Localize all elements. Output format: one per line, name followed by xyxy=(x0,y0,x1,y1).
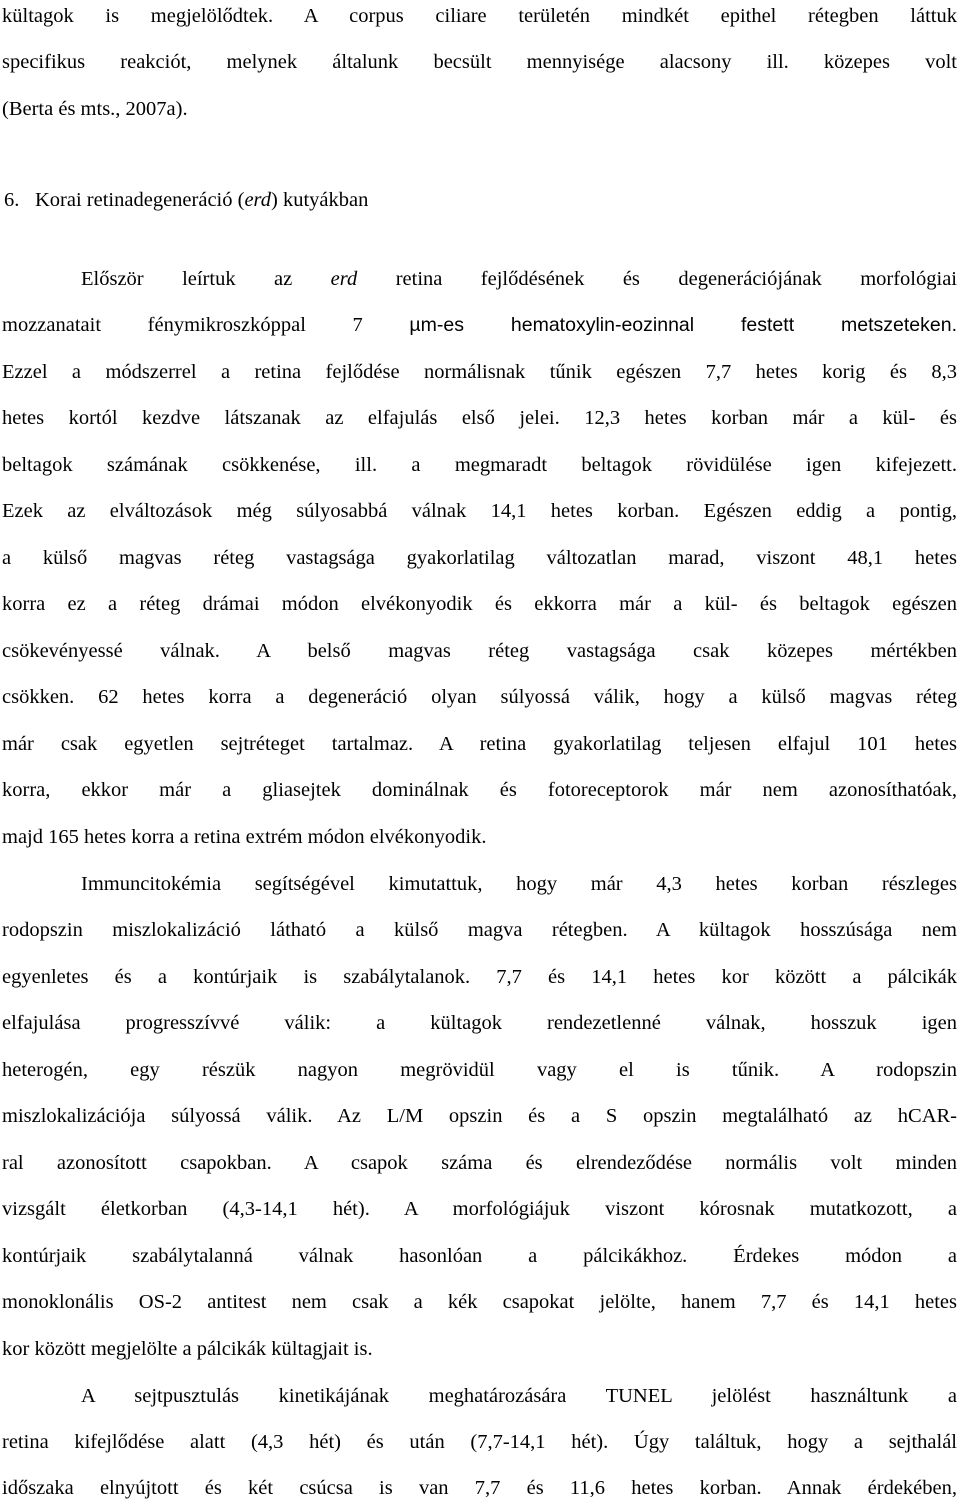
text-line: Ezek az elváltozások még súlyosabbá válnak 14,1 hetes korban. Egészen eddig a pontig, xyxy=(2,500,957,522)
text-line: monoklonális OS-2 antitest nem csak a kék csapokat jelölte, hanem 7,7 és 14,1 hetes xyxy=(2,1291,957,1313)
text-line: beltagok számának csökkenése, ill. a megmaradt beltagok rövidülése igen kifejezett. xyxy=(2,454,957,476)
text-line: egyenletes és a kontúrjaik is szabálytalanok. 7,7 és 14,1 hetes kor között a pálcikák xyxy=(2,966,957,988)
text-line: csökevényessé válnak. A belső magvas réteg vastagsága csak közepes mértékben xyxy=(2,640,957,662)
text-line: a külső magvas réteg vastagsága gyakorlatilag változatlan marad, viszont 48,1 hetes xyxy=(2,547,957,569)
section-number: 6. xyxy=(4,189,20,211)
text-line: elfajulása progresszívvé válik: a kültagok rendezetlenné válnak, hosszuk igen xyxy=(2,1012,957,1034)
text-line: Ezzel a módszerrel a retina fejlődése normálisnak tűnik egészen 7,7 hetes korig és 8,3 xyxy=(2,361,957,383)
text-line: rodopszin miszlokalizáció látható a külső magva rétegben. A kültagok hosszúsága nem xyxy=(2,919,957,941)
section-title: Korai retinadegeneráció (erd) kutyákban xyxy=(35,189,369,211)
text-line: miszlokalizációja súlyossá válik. Az L/M opszin és a S opszin megtalálható az hCAR- xyxy=(2,1105,957,1127)
text-line: kor között megjelölte a pálcikák kültagjait is. xyxy=(2,1338,373,1360)
text-line: (Berta és mts., 2007a). xyxy=(2,98,188,120)
text-line: időszaka elnyújtott és két csúcsa is van 7,7 és 11,6 hetes korban. Annak érdekében, xyxy=(2,1477,957,1499)
text-line: hetes kortól kezdve látszanak az elfajulás első jelei. 12,3 hetes korban már a kül- és xyxy=(2,407,957,429)
text-line: korra, ekkor már a gliasejtek dominálnak és fotoreceptorok már nem azonosíthatóak, xyxy=(2,779,957,801)
text-line: csökken. 62 hetes korra a degeneráció olyan súlyossá válik, hogy a külső magvas réteg xyxy=(2,686,957,708)
text-line: kontúrjaik szabálytalanná válnak hasonlóan a pálcikákhoz. Érdekes módon a xyxy=(2,1245,957,1267)
text-line: Immuncitokémia segítségével kimutattuk, hogy már 4,3 hetes korban részleges xyxy=(81,873,957,895)
text-line: vizsgált életkorban (4,3-14,1 hét). A morfológiájuk viszont kórosnak mutatkozott, a xyxy=(2,1198,957,1220)
text-line: specifikus reakciót, melynek általunk becsült mennyisége alacsony ill. közepes volt xyxy=(2,51,957,73)
text-line: majd 165 hetes korra a retina extrém módon elvékonyodik. xyxy=(2,826,487,848)
text-line: kültagok is megjelölődtek. A corpus ciliare területén mindkét epithel rétegben láttuk xyxy=(2,5,957,27)
text-line: már csak egyetlen sejtréteget tartalmaz. A retina gyakorlatilag teljesen elfajul 101 hetes xyxy=(2,733,957,755)
section-heading xyxy=(2,185,957,215)
text-line: korra ez a réteg drámai módon elvékonyodik és ekkorra már a kül- és beltagok egészen xyxy=(2,593,957,615)
text-line: ral azonosított csapokban. A csapok száma és elrendeződése normális volt minden xyxy=(2,1152,957,1174)
text-line: Először leírtuk az erd retina fejlődésének és degenerációjának morfológiai xyxy=(81,268,957,290)
text-line: A sejtpusztulás kinetikájának meghatározására TUNEL jelölést használtunk a xyxy=(81,1385,957,1407)
text-line: heterogén, egy részük nagyon megrövidül vagy el is tűnik. A rodopszin xyxy=(2,1059,957,1081)
text-line: retina kifejlődése alatt (4,3 hét) és után (7,7-14,1 hét). Úgy találtuk, hogy a sejthalál xyxy=(2,1431,957,1453)
text-line: mozzanatait fénymikroszkóppal 7 µm-es hematoxylin-eozinnal festett metszeteken. xyxy=(2,314,958,336)
